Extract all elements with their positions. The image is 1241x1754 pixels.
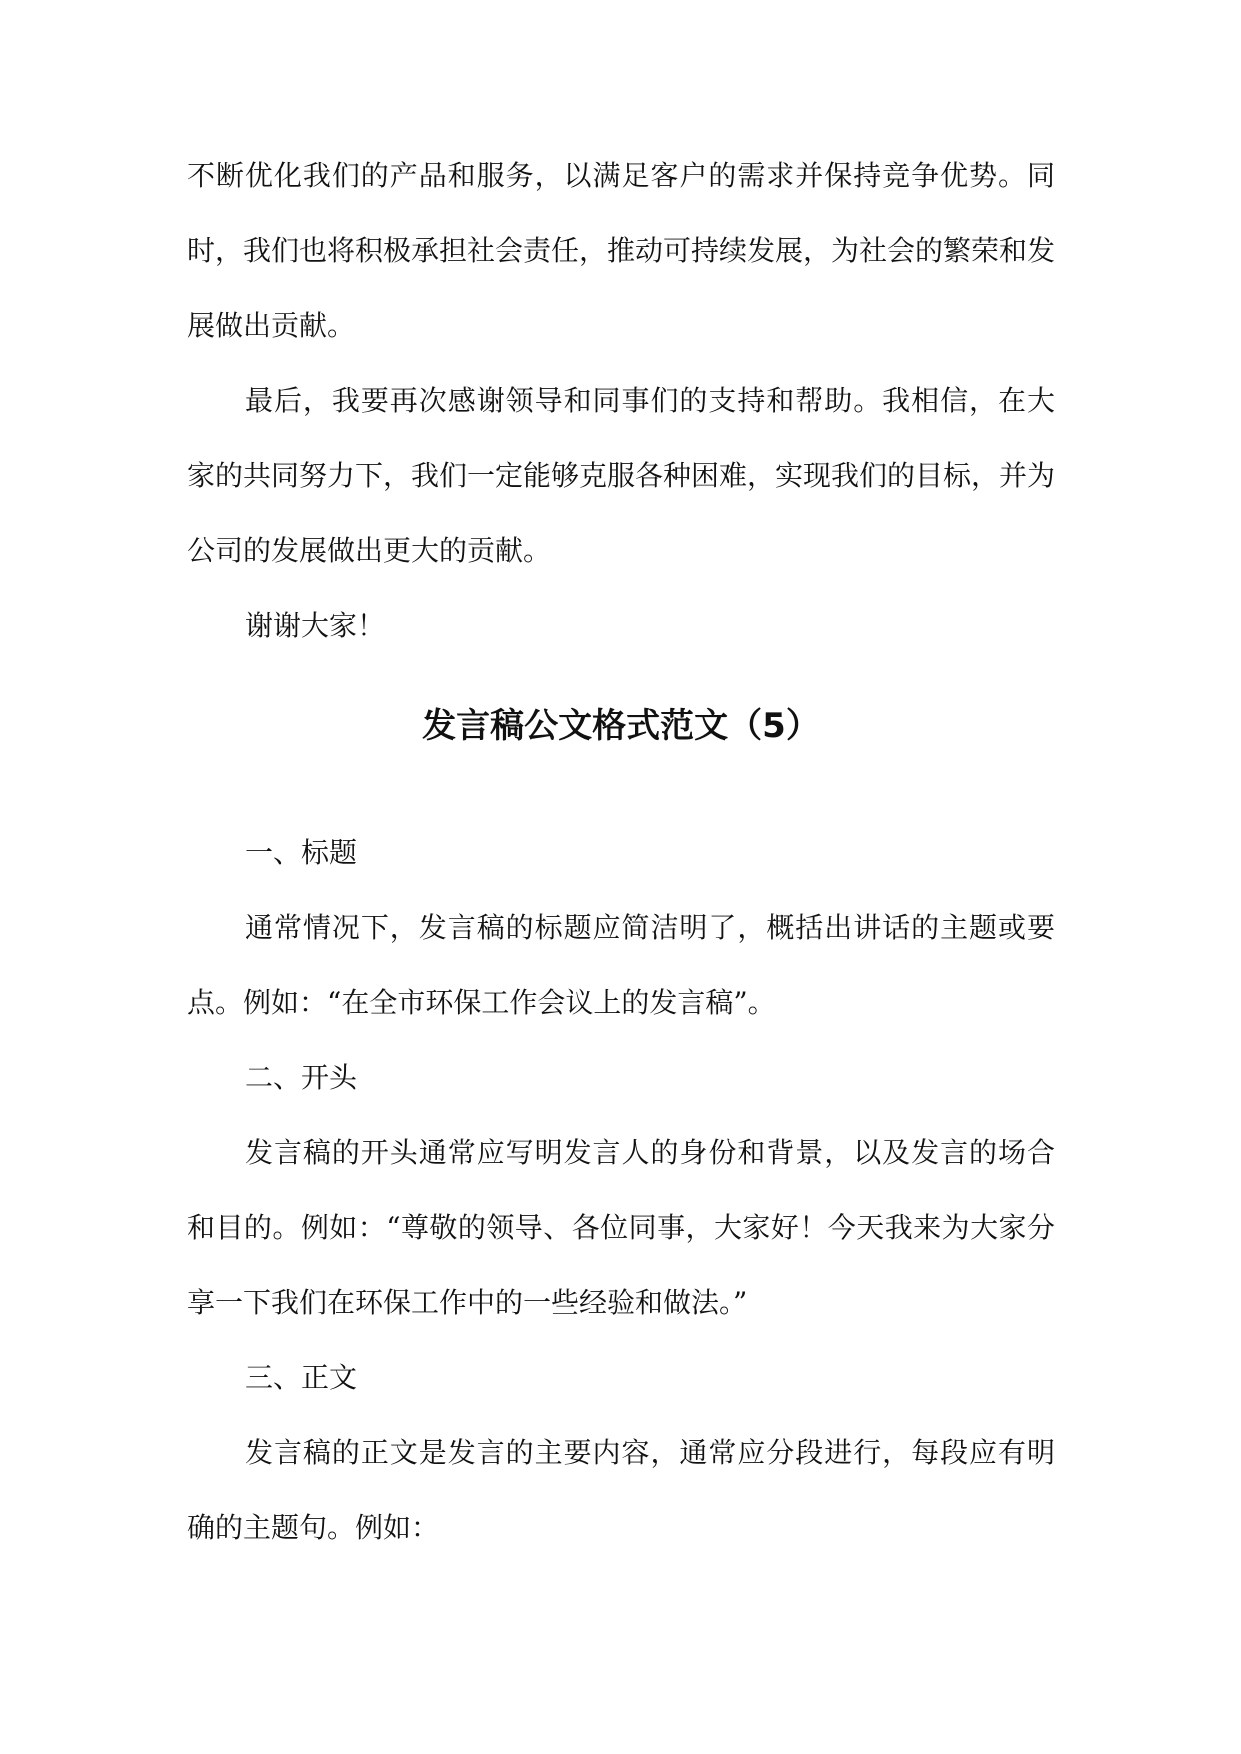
- paragraph-sign-off: 谢谢大家！: [245, 609, 386, 642]
- subsection-title-title: 一、标题: [245, 836, 358, 869]
- section-heading: 发言稿公文格式范文（5）: [422, 706, 820, 746]
- subsection-title-main-text: 三、正文: [245, 1361, 358, 1394]
- paragraph-closing-thanks: 最后，我要再次感谢领导和同事们的支持和帮助。我相信，在大家的共同努力下，我们一定能够克服各种困难，实现我们的目标，并为公司的发展做出更大的贡献。: [187, 384, 1056, 567]
- document-body: [187, 138, 1055, 1565]
- subsection-body-opening: 发言稿的开头通常应写明发言人的身份和背景，以及发言的场合和目的。例如：“尊敬的领导、各位同事，大家好！今天我来为大家分享一下我们在环保工作中的一些经验和做法。”: [187, 1136, 1055, 1319]
- paragraph-continuation: 不断优化我们的产品和服务，以满足客户的需求并保持竞争优势。同时，我们也将积极承担社会责任，推动可持续发展，为社会的繁荣和发展做出贡献。: [187, 159, 1056, 342]
- subsection-title-opening: 二、开头: [245, 1061, 358, 1094]
- subsection-body-title: 通常情况下，发言稿的标题应简洁明了，概括出讲话的主题或要点。例如：“在全市环保工作会议上的发言稿”。: [187, 911, 1055, 1019]
- subsection-body-main-text: 发言稿的正文是发言的主要内容，通常应分段进行，每段应有明确的主题句。例如：: [187, 1436, 1055, 1544]
